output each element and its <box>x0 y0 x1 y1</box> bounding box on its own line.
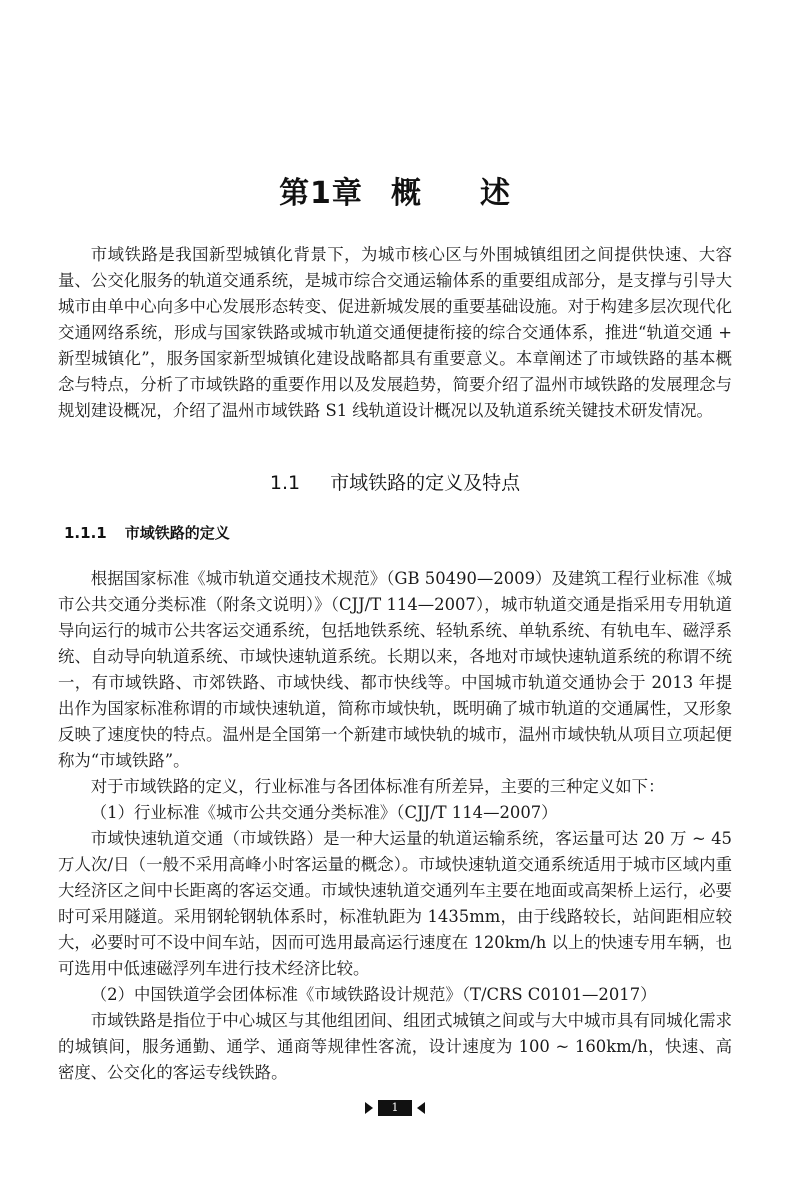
triangle-left-icon <box>416 1101 426 1115</box>
chapter-title <box>0 168 790 212</box>
section-body <box>58 566 732 1086</box>
intro-paragraph: 市域铁路是我国新型城镇化背景下，为城市核心区与外围城镇组团之间提供快速、大容量、公交化服务的轨道交通系统，是城市综合交通运输体系的重要组成部分，是支撑与引导大城市由单中心向多中心发展形态转变、促进新城发展的重要基础设施。对于构建多层次现代化交通网络系统，形成与国家铁路或城市轨道交通便捷衔接的综合交通体系，推进“轨道交通 + 新型城镇化”，服务国家新型城镇化建设战略都具有重要意义。本章阐述了市域铁路的基本概念与特点，分析了市域铁路的重要作用以及发展趋势，简要介绍了温州市域铁路的发展理念与规划建设概况，介绍了温州市域铁路 S1 线轨道设计概况以及轨道系统关键技术研发情况。 <box>58 245 732 420</box>
section-title-text: 市域铁路的定义及特点 <box>330 472 521 494</box>
paragraph: 对于市域铁路的定义，行业标准与各团体标准有所差异，主要的三种定义如下： <box>90 777 665 796</box>
list-heading: （2）中国铁道学会团体标准《市域铁路设计规范》（T/CRS C0101—2017） <box>90 985 657 1004</box>
paragraph: 市域铁路是指位于中心城区与其他组团间、组团式城镇之间或与大中城市具有同城化需求的城镇间，服务通勤、通学、通商等规律性客流，设计速度为 100 ~ 160km/h，快速、高密度、公交化的客运专线铁路。 <box>58 1011 732 1082</box>
section-title <box>0 468 790 495</box>
list-heading: （1）行业标准《城市公共交通分类标准》（CJJ/T 114—2007） <box>90 803 558 822</box>
paragraph: 市域快速轨道交通（市域铁路）是一种大运量的轨道运输系统，客运量可达 20 万 ~ 45 万人次/日（一般不采用高峰小时客运量的概念）。市域快速轨道交通系统适用于城市区域内重大经济区之间中长距离的客运交通。市域快速轨道交通列车主要在地面或高架桥上运行，必要时可采用隧道。采用钢轮钢轨体系时，标准轨距为 1435mm，由于线路较长，站间距相应较大，必要时可不设中间车站，因而可选用最高运行速度在 120km/h 以上的快速专用车辆，也可选用中低速磁浮列车进行技术经济比较。 <box>58 829 732 978</box>
paragraph: 根据国家标准《城市轨道交通技术规范》（GB 50490—2009）及建筑工程行业标准《城市公共交通分类标准（附条文说明）》（CJJ/T 114—2007），城市轨道交通是指采用专用轨道导向运行的城市公共客运交通系统，包括地铁系统、轻轨系统、单轨系统、有轨电车、磁浮系统、自动导向轨道系统、市域快速轨道系统。长期以来，各地对市域快速轨道系统的称谓不统一，有市域铁路、市郊铁路、市域快线、都市快线等。中国城市轨道交通协会于 2013 年提出作为国家标准称谓的市域快速轨道，简称市域快轨，既明确了城市轨道的交通属性，又形象反映了速度快的特点。温州是全国第一个新建市域快轨的城市，温州市域快轨从项目立项起便称为“市域铁路”。 <box>58 569 732 770</box>
triangle-right-icon <box>364 1101 374 1115</box>
subsection-title <box>64 522 230 543</box>
subsection-title-text: 市域铁路的定义 <box>124 524 230 542</box>
page-footer <box>0 1100 790 1116</box>
chapter-title-char-2: 述 <box>479 176 511 211</box>
chapter-number: 第1章 <box>279 176 363 211</box>
chapter-title-char-1: 概 <box>390 176 422 211</box>
page-number: 1 <box>378 1100 412 1116</box>
section-number: 1.1 <box>269 472 301 494</box>
subsection-number: 1.1.1 <box>64 524 107 542</box>
